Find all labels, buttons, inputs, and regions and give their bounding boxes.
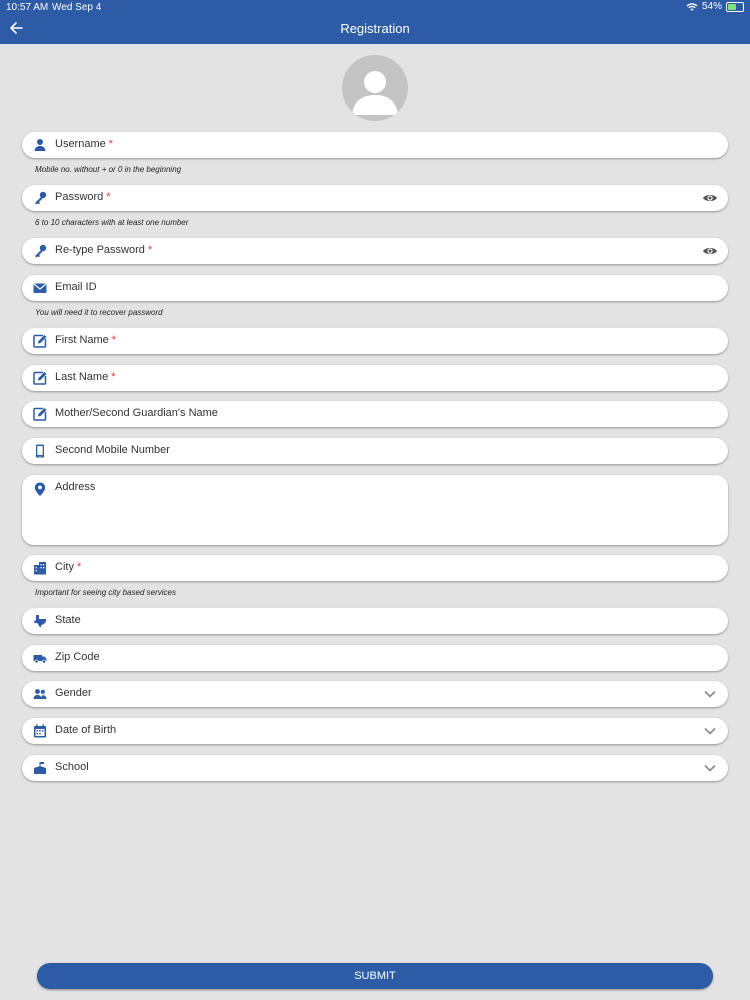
- second-mobile-field[interactable]: [22, 438, 728, 464]
- date-of-birth-select[interactable]: [22, 718, 728, 744]
- first-name-label: First Name *: [55, 334, 117, 346]
- status-right: [686, 1, 744, 12]
- address-field[interactable]: [22, 475, 728, 545]
- second-mobile-label: Second Mobile Number: [55, 444, 170, 456]
- avatar[interactable]: [342, 55, 408, 121]
- edit-icon: [33, 407, 47, 421]
- last-name-field[interactable]: [22, 365, 728, 391]
- last-name-label: Last Name *: [55, 371, 116, 383]
- state-field[interactable]: [22, 608, 728, 634]
- gender-label: Gender: [55, 687, 92, 699]
- school-icon: [33, 761, 47, 775]
- status-date: Wed Sep 4: [52, 2, 102, 13]
- calendar-icon: [33, 724, 47, 738]
- eye-icon[interactable]: [702, 244, 718, 258]
- envelope-icon: [33, 281, 47, 295]
- guardian-name-field[interactable]: [22, 401, 728, 427]
- date-of-birth-label: Date of Birth: [55, 724, 117, 736]
- password-field[interactable]: [22, 185, 728, 211]
- zip-code-label: Zip Code: [55, 651, 100, 663]
- gender-select[interactable]: [22, 681, 728, 707]
- status-bar: [0, 0, 750, 14]
- username-label: Username *: [55, 138, 114, 150]
- password-hint: 6 to 10 characters with at least one number: [35, 218, 189, 227]
- page-title: Registration: [340, 21, 410, 36]
- state-label: State: [55, 614, 81, 626]
- location-pin-icon: [33, 481, 47, 497]
- people-icon: [33, 687, 47, 701]
- city-field[interactable]: [22, 555, 728, 581]
- battery-icon: [726, 2, 744, 12]
- eye-icon[interactable]: [702, 191, 718, 205]
- retype-password-field[interactable]: [22, 238, 728, 264]
- username-hint: Mobile no. without + or 0 in the beginning: [35, 165, 182, 174]
- zip-code-field[interactable]: [22, 645, 728, 671]
- submit-button[interactable]: [37, 963, 713, 989]
- email-field[interactable]: [22, 275, 728, 301]
- city-hint: Important for seeing city based services: [35, 588, 176, 597]
- edit-icon: [33, 334, 47, 348]
- city-buildings-icon: [33, 561, 47, 575]
- edit-icon: [33, 371, 47, 385]
- username-field[interactable]: [22, 132, 728, 158]
- submit-label: SUBMIT: [354, 970, 396, 982]
- key-icon: [33, 191, 47, 205]
- city-label: City *: [55, 561, 82, 573]
- first-name-field[interactable]: [22, 328, 728, 354]
- chevron-down-icon[interactable]: [702, 761, 718, 775]
- key-icon: [33, 244, 47, 258]
- status-time: 10:57 AM: [6, 2, 49, 13]
- wifi-icon: [686, 2, 698, 12]
- person-icon: [33, 138, 47, 152]
- chevron-down-icon[interactable]: [702, 687, 718, 701]
- email-label: Email ID: [55, 281, 97, 293]
- state-map-icon: [33, 614, 47, 628]
- school-label: School: [55, 761, 89, 773]
- mobile-phone-icon: [33, 444, 47, 458]
- chevron-down-icon[interactable]: [702, 724, 718, 738]
- shipping-truck-icon: [33, 651, 47, 665]
- battery-percent: 54%: [701, 1, 722, 12]
- guardian-name-label: Mother/Second Guardian's Name: [55, 407, 218, 419]
- user-silhouette-icon: [342, 55, 408, 121]
- password-label: Password *: [55, 191, 111, 203]
- school-select[interactable]: [22, 755, 728, 781]
- email-hint: You will need it to recover password: [35, 308, 163, 317]
- retype-password-label: Re-type Password *: [55, 244, 153, 256]
- address-label: Address: [55, 481, 96, 493]
- app-header: [0, 14, 750, 44]
